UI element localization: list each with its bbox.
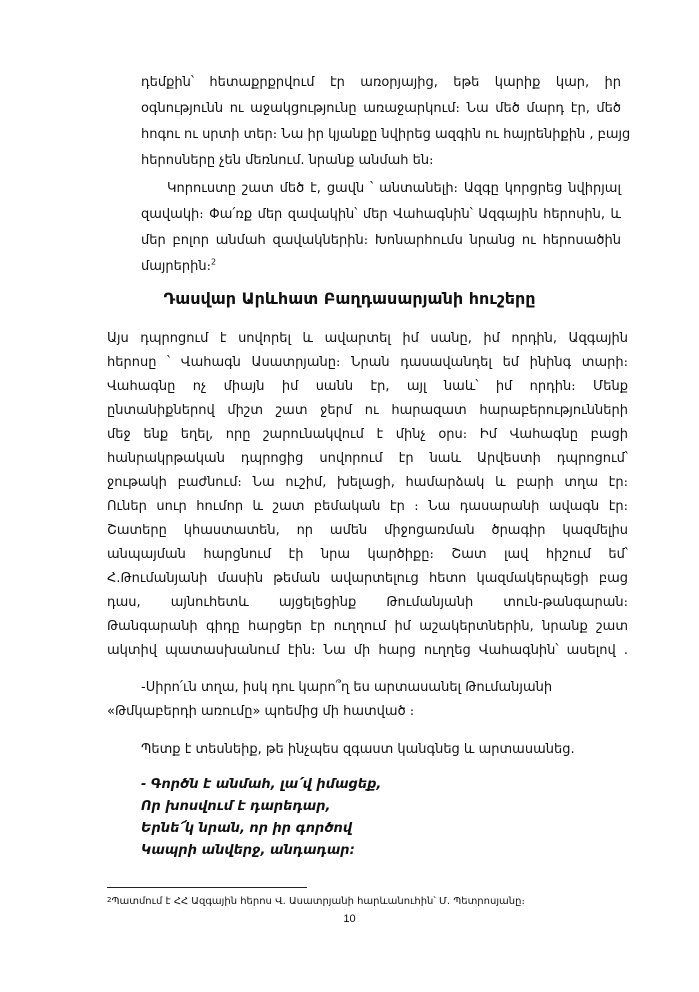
text-line: զավակի։ Փա՛ռք մեր զավակին՝ մեր Վահագնին՝ Ազգային հերոսին, և (141, 207, 621, 222)
poem-line: - Գործն է անմահ, լա՛վ իմացեք, (141, 777, 382, 792)
page-number: 10 (343, 913, 356, 925)
text-line: մեր բոլոր անմահ զավակներին։ Խոնարհումս նրանց ու հերոսածին (141, 233, 621, 248)
text-line-content: մայրերին։ (141, 259, 212, 274)
footnote-text: Պատմում է ՀՀ Ազգային հերոս Վ. Ասատրյանի հարևանուհին՝ Մ. Պետրոսյանը։ (111, 896, 525, 907)
section-heading: Դասվար Արևհատ Բաղդասարյանի հուշերը (163, 289, 536, 308)
text-line: Ուներ սուր հումոր և շատ բեմական էր ։ Նա դասարանի ավագն էր։ (107, 499, 628, 514)
text-line: Պետք է տեսնեիք, թե ինչպես զգաստ կանգնեց և արտասանեց. (141, 742, 575, 757)
text-line: ակտիվ պատասխանում էին։ Նա մի հարց ուղղեց Վահագնին՝ ասելով . (107, 643, 628, 658)
text-line: Հ.Թումանյանի մասին թեման ավարտելուց հետո կազմակերպեցի բաց (107, 571, 628, 586)
text-line: անպայման հարցնում էի նրա կարծիքը։ Շատ լավ հիշում եմ՝ (107, 547, 628, 562)
text-line: Թանգարանի գիդը հարցեր էր ուղղում իմ աշակերտներին, նրանք շատ (107, 619, 628, 634)
text-line: մեջ ենք եղել, որը շարունակվում է մինչ օրս։ Իմ Վահագնը բացի (107, 427, 628, 442)
text-line: հանրակրթական դպրոցից սովորում էր նաև Արվեստի դպրոցում՝ (107, 451, 628, 466)
text-line: Այս դպրոցում է սովորել և ավարտել իմ սանը, իմ որդին, Ազգային (107, 331, 628, 346)
text-line: -Սիրո՛ւն տղա, իսկ դու կարո՞ղ ես արտասանել Թումանյանի (141, 680, 553, 695)
footnote-mark: 2 (107, 896, 112, 904)
text-line: հերոսը ՝ Վահագն Ասատրյանը։ Նրան դասավանդել եմ ինինգ տարի։ (107, 355, 628, 370)
footnote-divider (107, 887, 307, 888)
text-line (141, 259, 216, 275)
text-line: դեմքին՝ հետաքրքրվում էր առօրյայից, եթե կարիք կար, իր (141, 75, 621, 90)
text-line: ջութակի բաժնում։ Նա ուշիմ, խելացի, համարձակ և բարի տղա էր։ (107, 475, 628, 490)
footnote-reference[interactable]: 2 (211, 257, 217, 267)
text-line: ընտանիքներով միշտ շատ ջերմ ու հարազատ հարաբերությունների (107, 403, 628, 418)
text-line: «Թմկաբերդի առումը» պոեմից մի հատված ։ (107, 704, 415, 719)
text-line: հերոսները չեն մեռնում. նրանք անմահ են։ (141, 153, 434, 168)
poem-line: Երնե՜կ նրան, որ իր գործով (141, 821, 353, 836)
text-line: Վահագնը ոչ միայն իմ սանն էր, այլ նաև՝ իմ որդին։ Մենք (107, 379, 628, 394)
text-line: դաս, այնուհետև այցելեցինք Թումանյանի տուն-թանգարան։ (107, 595, 628, 610)
text-line: Կորուստը շատ մեծ է, ցավն ՝ անտանելի։ Ազգը կորցրեց նվիրյալ (167, 181, 621, 196)
text-line: հոգու ու սրտի տեր։ Նա իր կյանքը նվիրեց ազգին ու հայրենիքին , բայց (141, 127, 631, 142)
text-line: Շատերը կհաստատեն, որ ամեն միջոցառման ծրագիր կազմելիս (107, 523, 628, 538)
footnote (107, 895, 525, 908)
poem-line: Որ խոսվում է դարեդար, (141, 799, 331, 814)
text-line: օգնությունն ու աջակցությունը առաջարկում։ Նա մեծ մարդ էր, մեծ (141, 101, 621, 116)
poem-line: Կապրի անվերջ, անդադար։ (141, 843, 355, 858)
